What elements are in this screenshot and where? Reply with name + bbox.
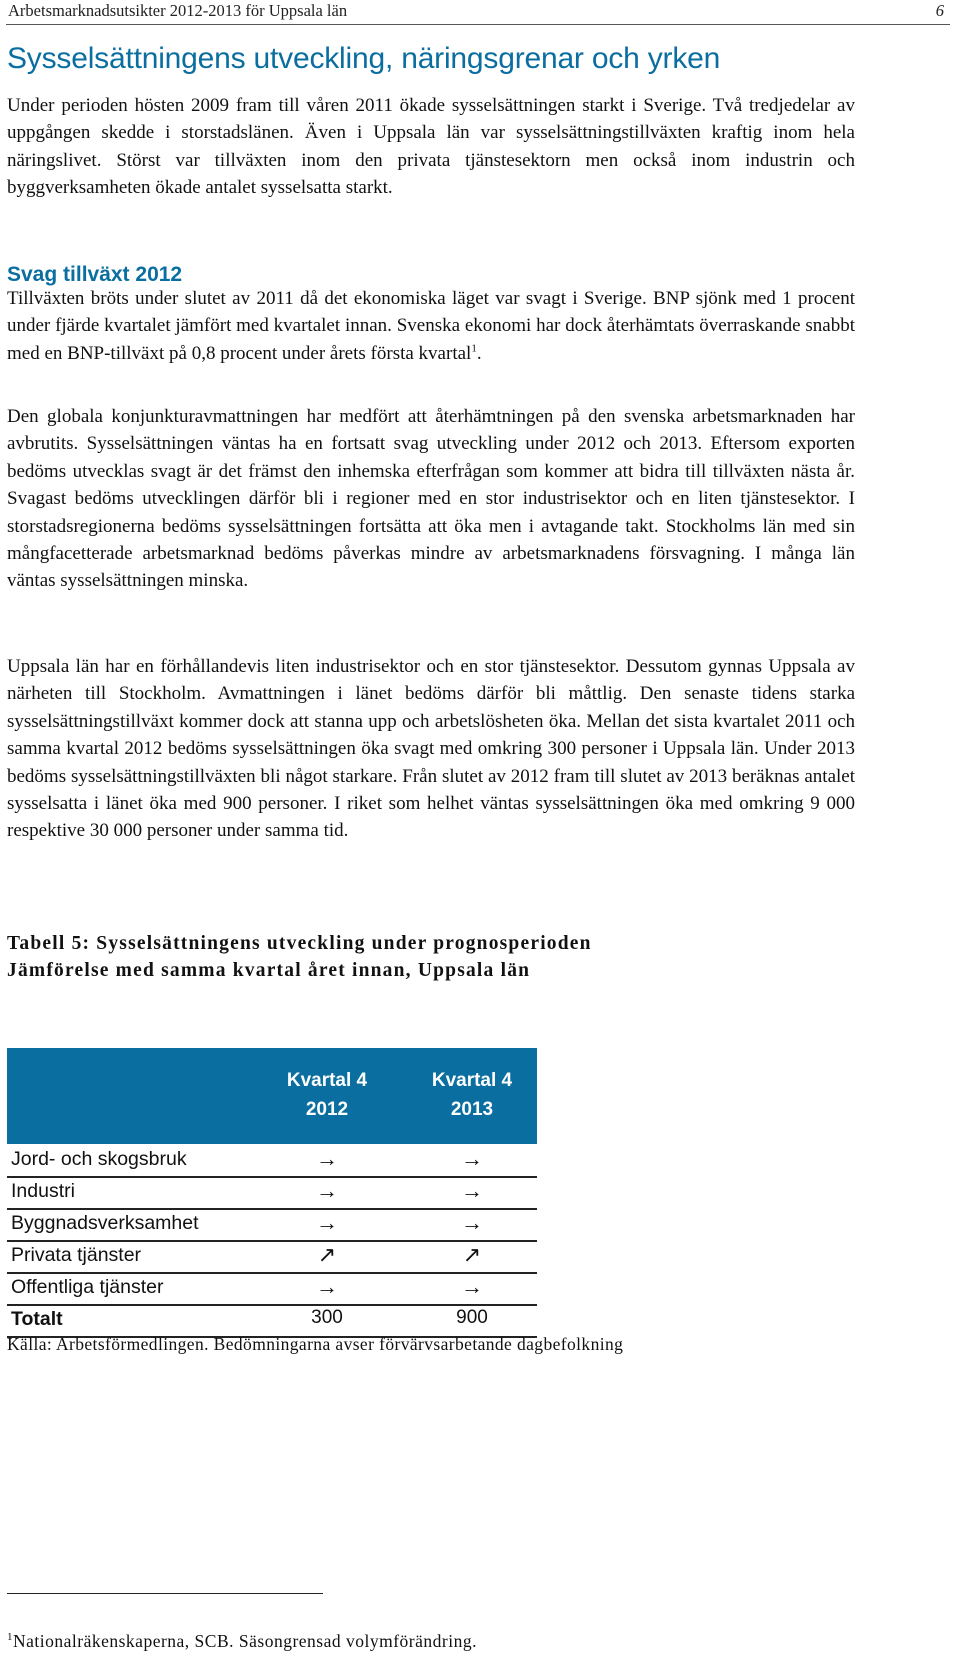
intro-paragraph: Under perioden hösten 2009 fram till våren 2011 ökade sysselsättningen starkt i Sverige. Två tredjedelar av uppgången skedde i storstadslänen. Även i Uppsala län var sysselsättningstillväxten kraftig inom hela näringslivet. Störst var tillväxten inom den privata tjänstesektorn men också inom industrin och byggverksamheten ökade antalet sysselsatta starkt. — [7, 95, 855, 199]
table-row — [7, 1176, 537, 1210]
table-caption-title: Tabell 5: Sysselsättningens utveckling under prognosperioden — [7, 933, 592, 954]
row-label: Jord- och skogsbruk — [11, 1148, 187, 1170]
footnote-text: Nationalräkenskaperna, SCB. Säsongrensad volymförändring. — [13, 1631, 477, 1651]
trend-arrow-icon: → — [316, 1274, 338, 1299]
trend-arrow-icon: → — [316, 1146, 338, 1171]
table-row — [7, 1208, 537, 1242]
page-number: 6 — [935, 1, 944, 20]
footnote-reference: 1 — [471, 342, 477, 355]
footnote-divider — [7, 1593, 323, 1594]
trend-arrow-icon: → — [316, 1178, 338, 1203]
growth-paragraph-text: Tillväxten bröts under slutet av 2011 då det ekonomiska läget var svagt i Sverige. BNP sjönk med 1 procent under fjärde kvartalet jämfört med kvartalet innan. Svenska ekonomi har dock återhämtats överraskande snabbt med en BNP-tillväxt på 0,8 procent under årets första kvartal — [7, 288, 855, 364]
table-total-row — [7, 1304, 537, 1338]
column-header-q4-2012 — [267, 1066, 387, 1124]
uppsala-paragraph: Uppsala län har en förhållandevis liten industrisektor och en stor tjänstesektor. Dessutom gynnas Uppsala av närheten till Stockholm. Avmattningen i länet bedöms därför bli måttlig. Den senaste tidens starka sysselsättningstillväxt kommer dock att stanna upp och arbetslösheten öka. Mellan det sista kvartalet 2011 och samma kvartal 2012 bedöms sysselsättningen öka svagt med omkring 300 personer i Uppsala län. Under 2013 bedöms sysselsättningstillväxten bli något starkare. Från slutet av 2012 fram till slutet av 2013 beräknas antalet sysselsatta i länet öka med 900 personer. I riket som helhet väntas sysselsättningen öka med omkring 9 000 respektive 30 000 personer under samma tid. — [7, 656, 855, 842]
section-heading: Sysselsättningens utveckling, näringsgrenar och yrken — [7, 42, 721, 75]
total-q4-2012: 300 — [311, 1307, 343, 1328]
footnote-number: 1 — [7, 1631, 13, 1644]
table-caption — [7, 930, 592, 984]
total-label: Totalt — [11, 1308, 63, 1330]
column-header-q4-2012-line2: 2012 — [305, 1099, 349, 1120]
trend-arrow-icon: → — [461, 1210, 483, 1235]
running-header — [6, 0, 950, 25]
table-row — [7, 1240, 537, 1274]
running-header-title: Arbetsmarknadsutsikter 2012-2013 för Uppsala län — [8, 1, 348, 20]
trend-arrow-icon: → — [461, 1146, 483, 1171]
trend-arrow-icon: ↗ — [317, 1242, 337, 1267]
trend-arrow-icon: → — [461, 1178, 483, 1203]
table-header — [7, 1048, 537, 1144]
row-label: Byggnadsverksamhet — [11, 1212, 199, 1234]
outlook-paragraph: Den globala konjunkturavmattningen har medfört att återhämtningen på den svenska arbetsmarknaden har avbrutits. Sysselsättningen väntas ha en fortsatt svag utveckling under 2012 och 2013. Eftersom exporten bedöms utvecklas svagt är det främst den inhemska efterfrågan som kommer att bidra till tillväxten nästa år. Svagast bedöms utvecklingen därför bli i regioner med en stor industrisektor och en liten tjänstesektor. I storstadsregionerna bedöms sysselsättningen fortsätta att öka men i avtagande takt. Stockholms län med sin mångfacetterade arbetsmarknad bedöms påverkas mindre av arbetsmarknadens försvagning. I många län väntas sysselsättningen minska. — [7, 406, 855, 592]
growth-paragraph — [7, 285, 855, 367]
row-label: Industri — [11, 1180, 75, 1202]
footnote — [7, 1631, 477, 1652]
trend-arrow-icon: → — [316, 1210, 338, 1235]
total-q4-2013: 900 — [456, 1307, 488, 1328]
row-label: Offentliga tjänster — [11, 1276, 164, 1298]
column-header-q4-2012-line1: Kvartal 4 — [286, 1070, 368, 1091]
table-source-note: Källa: Arbetsförmedlingen. Bedömningarna avser förvärvsarbetande dagbefolkning — [7, 1334, 624, 1354]
table-caption-subtitle: Jämförelse med samma kvartal året innan, Uppsala län — [7, 960, 531, 981]
column-header-q4-2013 — [412, 1066, 532, 1124]
trend-arrow-icon: → — [461, 1274, 483, 1299]
column-header-q4-2013-line1: Kvartal 4 — [431, 1070, 513, 1091]
row-label: Privata tjänster — [11, 1244, 142, 1266]
column-header-q4-2013-line2: 2013 — [450, 1099, 494, 1120]
subsection-heading: Svag tillväxt 2012 — [7, 263, 183, 286]
trend-arrow-icon: ↗ — [462, 1242, 482, 1267]
table-row — [7, 1272, 537, 1306]
growth-paragraph-end: . — [476, 342, 482, 364]
table-row — [7, 1144, 537, 1178]
